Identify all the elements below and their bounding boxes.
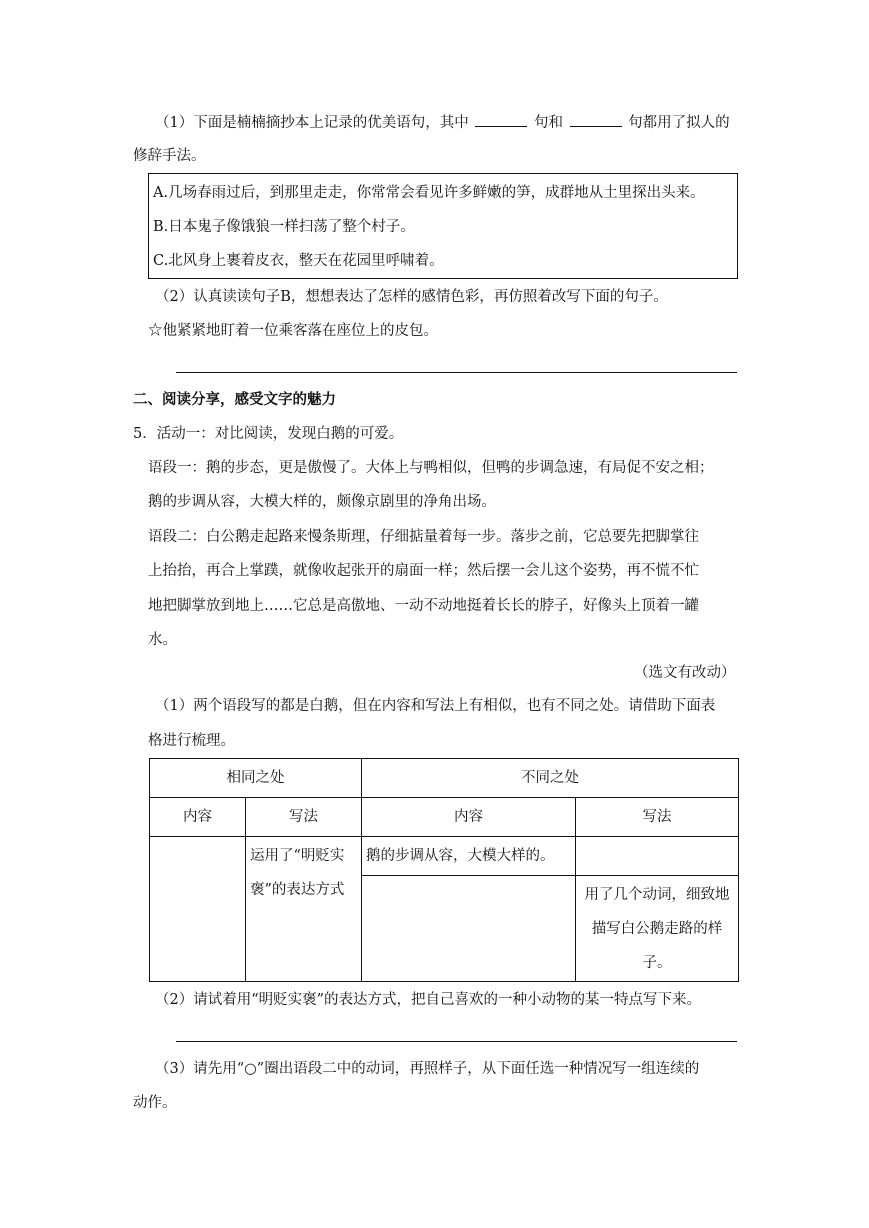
- para2-line3: 地把脚掌放到地上……它总是高傲地、一动不动地挺着长长的脖子，好像头上顶着一罐: [148, 598, 699, 614]
- diff-content-header: 内容: [362, 798, 576, 837]
- section-heading: 二、阅读分享，感受文字的魅力: [133, 391, 336, 408]
- same-method-cell: 运用了“明贬实褒”的表达方式: [246, 837, 362, 982]
- comparison-table: [149, 758, 739, 982]
- option-c: C.北风身上裹着皮衣，整天在花园里呼啸着。: [153, 253, 444, 269]
- para2-line1: 语段二：白公鹅走起路来慢条斯理，仔细掂量着每一步。落步之前，它总要先把脚掌往: [148, 529, 699, 545]
- diff-method-cell-2: 用了几个动词，细致地描写白公鹅走路的样子。: [576, 876, 739, 982]
- same-content-header: 内容: [150, 798, 246, 837]
- diff-method-header: 写法: [576, 798, 739, 837]
- diff-content-answer-cell-2[interactable]: [362, 876, 576, 982]
- q4-part2: （2）认真读读句子B，想想表达了怎样的感情色彩，再仿照着改写下面的句子。: [155, 289, 668, 305]
- same-header: 相同之处: [150, 759, 362, 798]
- sentence-options-box: [148, 173, 738, 279]
- diff-header: 不同之处: [362, 759, 739, 798]
- answer-line-2[interactable]: [176, 1041, 737, 1042]
- sub1-line2: 格进行梳理。: [148, 733, 235, 749]
- q4-part1-line1: [155, 112, 730, 133]
- source-note: （选文有改动）: [634, 665, 736, 681]
- para1-line2: 鹅的步调从容，大模大样的，颇像京剧里的净角出场。: [148, 494, 496, 510]
- diff-method-answer-cell-1[interactable]: [576, 837, 739, 876]
- option-b: B.日本鬼子像饿狼一样扫荡了整个村子。: [153, 219, 415, 235]
- q4-part2-sentence: ☆他紧紧地盯着一位乘客落在座位上的皮包。: [148, 323, 438, 339]
- para2-line4: 水。: [148, 632, 177, 648]
- q5-title: 5．活动一：对比阅读，发现白鹅的可爱。: [133, 426, 404, 442]
- option-a: A.几场春雨过后，到那里走走，你常常会看见许多鲜嫩的笋，成群地从土里探出头来。: [153, 185, 705, 201]
- sub3-line1: （3）请先用“○”圈出语段二中的动词，再照样子，从下面任选一种情况写一组连续的: [155, 1061, 700, 1077]
- para2-line2: 上抬抬，再合上掌蹼，就像收起张开的扇面一样；然后摆一会儿这个姿势，再不慌不忙: [148, 563, 699, 579]
- q4-part1-line2: 修辞手法。: [133, 148, 206, 164]
- q4-part1-text-c: 句都用了拟人的: [628, 115, 730, 131]
- same-content-answer-cell[interactable]: [150, 837, 246, 982]
- sub2: （2）请试着用“明贬实褒”的表达方式，把自己喜欢的一种小动物的某一特点写下来。: [155, 992, 702, 1008]
- answer-blank-2[interactable]: [570, 112, 622, 127]
- sub3-line2: 动作。: [133, 1095, 177, 1111]
- q4-part1-text-b: 句和: [533, 115, 563, 131]
- para1-line1: 语段一：鹅的步态，更是傲慢了。大体上与鸭相似，但鸭的步调急速，有局促不安之相；: [148, 460, 714, 476]
- sub1-line1: （1）两个语段写的都是白鹅，但在内容和写法上有相似，也有不同之处。请借助下面表: [155, 698, 716, 714]
- answer-blank-1[interactable]: [475, 112, 527, 127]
- answer-line-1[interactable]: [176, 372, 737, 373]
- q4-part1-text-a: （1）下面是楠楠摘抄本上记录的优美语句，其中: [155, 115, 469, 131]
- diff-content-cell-1: 鹅的步调从容，大模大样的。: [362, 837, 576, 876]
- same-method-header: 写法: [246, 798, 362, 837]
